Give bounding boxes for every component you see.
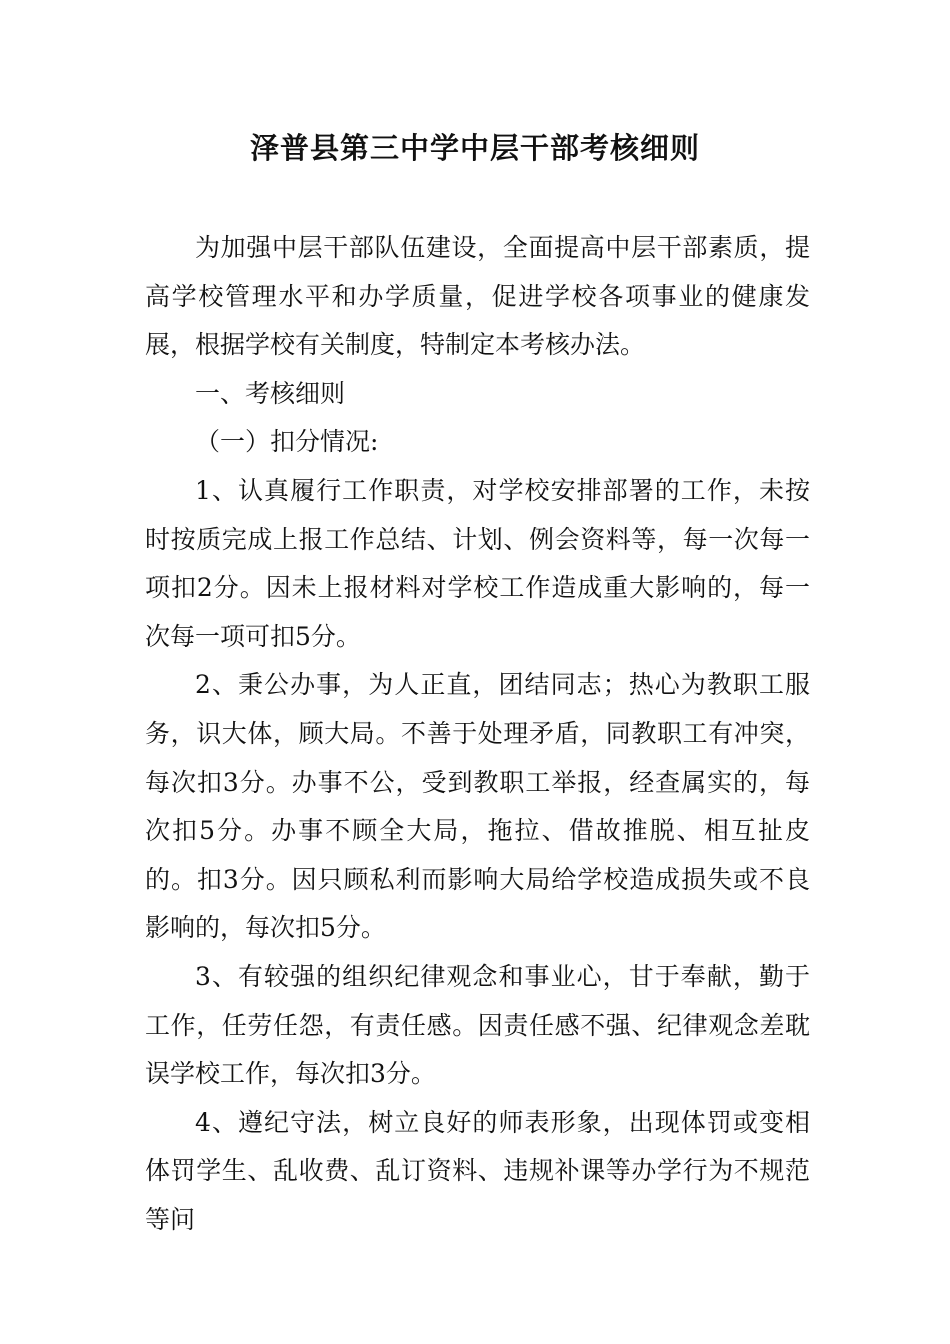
- section-heading: 一、考核细则: [195, 378, 346, 408]
- rule-item-4: 4、遵纪守法，树立良好的师表形象，出现体罚或变相体罚学生、乱收费、乱订资料、违规补课等办学行为不规范等问: [145, 1107, 810, 1234]
- rule-item-1: 1、认真履行工作职责，对学校安排部署的工作，未按时按质完成上报工作总结、计划、例会资料等，每一次每一项扣2分。因未上报材料对学校工作造成重大影响的，每一次每一项可扣5分。: [145, 475, 810, 651]
- rule-item-2: 2、秉公办事，为人正直，团结同志；热心为教职工服务，识大体，顾大局。不善于处理矛盾，同教职工有冲突，每次扣3分。办事不公，受到教职工举报，经查属实的，每次扣5分。办事不顾全大局，拖拉、借故推脱、相互扯皮的。扣3分。因只顾私利而影响大局给学校造成损失或不良影响的，每次扣5分。: [145, 670, 810, 943]
- subsection-heading: （一）扣分情况:: [195, 427, 379, 457]
- intro-paragraph: 为加强中层干部队伍建设，全面提高中层干部素质，提高学校管理水平和办学质量，促进学校各项事业的健康发展，根据学校有关制度，特制定本考核办法。: [145, 233, 810, 360]
- document-title: 泽普县第三中学中层干部考核细则: [249, 131, 700, 165]
- rule-item-3: 3、有较强的组织纪律观念和事业心，甘于奉献，勤于工作，任劳任怨，有责任感。因责任感不强、纪律观念差耽误学校工作，每次扣3分。: [145, 961, 810, 1089]
- document-body: [145, 224, 810, 1244]
